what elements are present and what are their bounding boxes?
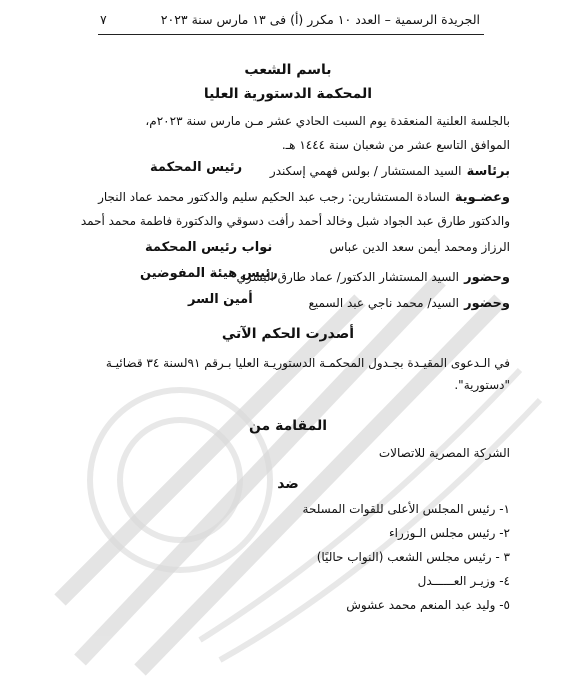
membership-line-2: والدكتور طارق عبد الجواد شبل وخالد أحمد رأفت دسوقي والدكتورة فاطمة محمد أحمد — [80, 214, 510, 228]
against-heading: ضد — [277, 476, 299, 492]
presence-label-2: وحضور — [464, 296, 510, 311]
defendant-item: ٣ - رئيس مجلس الشعب (النواب حاليًا) — [316, 550, 510, 564]
presidency-role: رئيس المحكمة — [150, 160, 243, 175]
membership-line-1: السادة المستشارين: رجب عبد الحكيم سليم والدكتور محمد عماد النجار — [98, 190, 450, 204]
filed-by-heading: المقامة من — [248, 418, 328, 434]
title-court-name: المحكمة الدستورية العليا — [203, 86, 373, 102]
title-in-the-name-of-the-people: باسم الشعب — [244, 62, 332, 78]
page-number: ٧ — [100, 12, 107, 27]
membership-row — [98, 186, 510, 205]
session-line-2: الموافق التاسع عشر من شعبان سنة ١٤٤٤ هـ. — [281, 138, 510, 152]
defendant-item: ٢- رئيس مجلس الـوزراء — [389, 526, 510, 540]
membership-role: نواب رئيس المحكمة — [145, 240, 273, 255]
presence-role-1: رئيس هيئة المفوضين — [140, 266, 278, 281]
presidency-name: السيد المستشار / بولس فهمي إسكندر — [269, 164, 462, 178]
defendant-item: ٤- وزيـر العــــــدل — [417, 574, 510, 588]
verdict-line-1: في الـدعوى المقيـدة بجـدول المحكمـة الدستوريـة العليا بـرقم ٩١لسنة ٣٤ قضائيـة — [105, 356, 510, 370]
presence-label-1: وحضور — [464, 270, 510, 285]
presence-name-1: السيد المستشار الدكتور/ عماد طارق البشري — [236, 270, 459, 284]
membership-line-3: الرزاز ومحمد أيمن سعد الدين عباس — [329, 240, 510, 254]
defendant-item: ١- رئيس المجلس الأعلى للقوات المسلحة — [302, 502, 510, 516]
header-text: الجريدة الرسمية – العدد ١٠ مكرر (أ) فى ١٣ مارس سنة ٢٠٢٣ — [160, 12, 480, 27]
presence-secretary-row — [309, 292, 510, 311]
presidency-label: برئاسة — [466, 164, 510, 179]
defendant-item: ٥- وليد عبد المنعم محمد عشوش — [346, 598, 510, 612]
header-rule — [98, 34, 484, 35]
presence-name-2: السيد/ محمد ناجي عبد السميع — [308, 296, 459, 310]
verdict-line-2: "دستورية". — [454, 378, 510, 392]
presence-role-2: أمين السر — [188, 292, 253, 307]
page-header — [100, 10, 480, 32]
presidency-row — [270, 160, 510, 179]
membership-label: وعضـوية — [454, 190, 510, 205]
verdict-heading: أصدرت الحكم الآتي — [221, 326, 355, 342]
plaintiff-name: الشركة المصرية للاتصالات — [378, 446, 510, 460]
session-line-1: بالجلسة العلنية المنعقدة يوم السبت الحادي عشر مـن مارس سنة ٢٠٢٣م، — [145, 114, 510, 128]
